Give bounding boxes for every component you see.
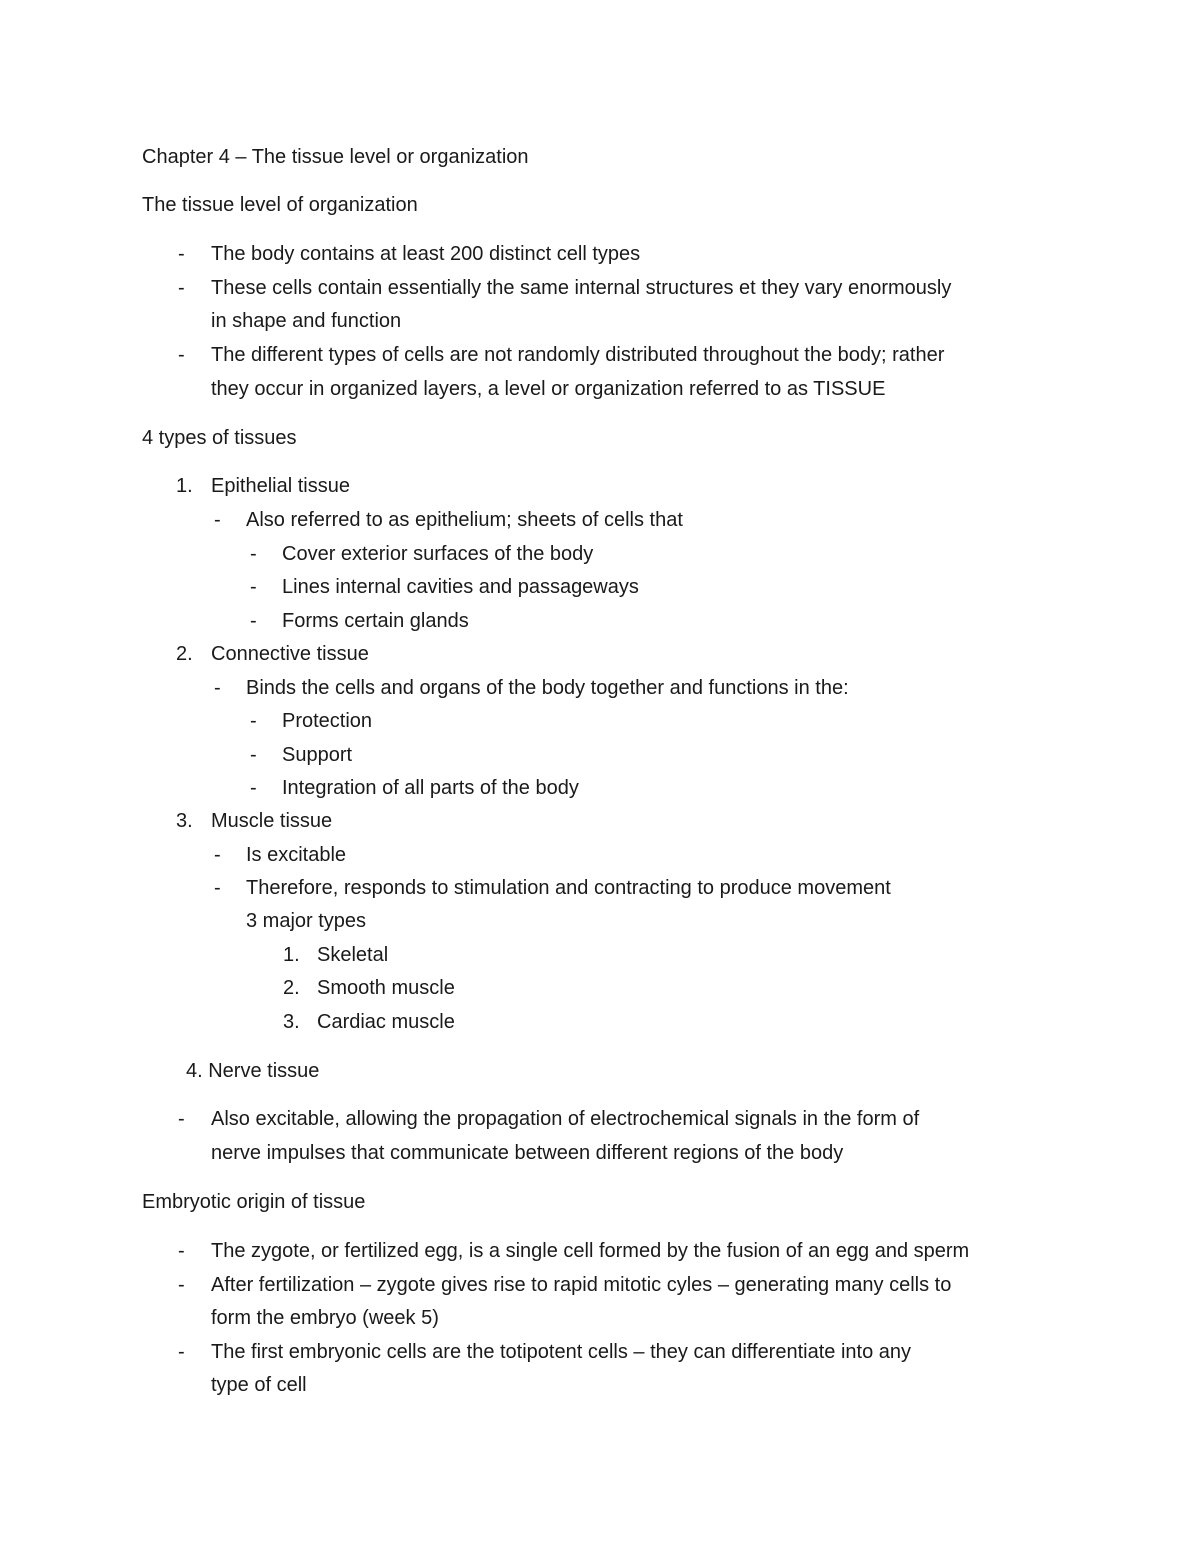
bullet-dash: - (178, 243, 185, 265)
muscle-type-item: Skeletal (317, 944, 389, 966)
tissue-title-muscle: Muscle tissue (211, 810, 333, 832)
bullet-text-continued: type of cell (211, 1374, 307, 1396)
bullet-dash: - (178, 1341, 185, 1363)
bullet-dash: - (250, 777, 257, 799)
bullet-text-continued: form the embryo (week 5) (211, 1307, 439, 1329)
bullet-text: After fertilization – zygote gives rise to rapid mitotic cyles – generating many cells to (211, 1274, 952, 1296)
sub-bullet-text: Support (282, 744, 353, 766)
bullet-text: The different types of cells are not randomly distributed throughout the body; rather (211, 344, 945, 366)
sub-bullet-text: Forms certain glands (282, 610, 469, 632)
sub-bullet-text: Lines internal cavities and passageways (282, 576, 639, 598)
bullet-dash: - (214, 509, 221, 531)
bullet-dash: - (250, 576, 257, 598)
bullet-text: These cells contain essentially the same internal structures et they vary enormously (211, 277, 952, 299)
sub-bullet-text: Cover exterior surfaces of the body (282, 543, 594, 565)
bullet-dash: - (214, 877, 221, 899)
bullet-dash: - (214, 677, 221, 699)
list-number: 1. (176, 475, 193, 497)
bullet-dash: - (178, 277, 185, 299)
section-heading-tissue-types: 4 types of tissues (142, 427, 297, 449)
bullet-text: The body contains at least 200 distinct cell types (211, 243, 641, 265)
list-number: 2. (176, 643, 193, 665)
bullet-dash: - (178, 1240, 185, 1262)
bullet-dash: - (178, 1108, 185, 1130)
tissue-description: Binds the cells and organs of the body together and functions in the: (246, 677, 849, 699)
bullet-text-continued: nerve impulses that communicate between different regions of the body (211, 1142, 844, 1164)
bullet-dash: - (250, 710, 257, 732)
bullet-text-continued: in shape and function (211, 310, 402, 332)
tissue-point: Therefore, responds to stimulation and contracting to produce movement (246, 877, 891, 899)
bullet-dash: - (250, 543, 257, 565)
tissue-description: Also referred to as epithelium; sheets of cells that (246, 509, 683, 531)
muscle-type-item: Cardiac muscle (317, 1011, 455, 1033)
bullet-text: The first embryonic cells are the totipotent cells – they can differentiate into any (211, 1341, 911, 1363)
section-heading-embryotic-origin: Embryotic origin of tissue (142, 1191, 366, 1213)
sub-bullet-text: Integration of all parts of the body (282, 777, 579, 799)
tissue-point: Is excitable (246, 844, 347, 866)
bullet-text-continued: they occur in organized layers, a level or organization referred to as TISSUE (211, 378, 886, 400)
bullet-dash: - (250, 610, 257, 632)
list-number: 1. (283, 944, 300, 966)
muscle-type-item: Smooth muscle (317, 977, 455, 999)
list-number: 3. (176, 810, 193, 832)
bullet-dash: - (178, 344, 185, 366)
page-title: Chapter 4 – The tissue level or organization (142, 146, 529, 168)
muscle-types-label: 3 major types (246, 910, 367, 932)
bullet-dash: - (250, 744, 257, 766)
sub-bullet-text: Protection (282, 710, 373, 732)
tissue-title-connective: Connective tissue (211, 643, 369, 665)
list-number: 3. (283, 1011, 300, 1033)
section-heading-tissue-level: The tissue level of organization (142, 194, 418, 216)
bullet-text: Also excitable, allowing the propagation of electrochemical signals in the form of (211, 1108, 920, 1130)
bullet-dash: - (178, 1274, 185, 1296)
tissue-title-nerve: 4. Nerve tissue (186, 1060, 320, 1082)
list-number: 2. (283, 977, 300, 999)
bullet-dash: - (214, 844, 221, 866)
tissue-title-epithelial: Epithelial tissue (211, 475, 350, 497)
bullet-text: The zygote, or fertilized egg, is a single cell formed by the fusion of an egg and sperm (211, 1240, 970, 1262)
